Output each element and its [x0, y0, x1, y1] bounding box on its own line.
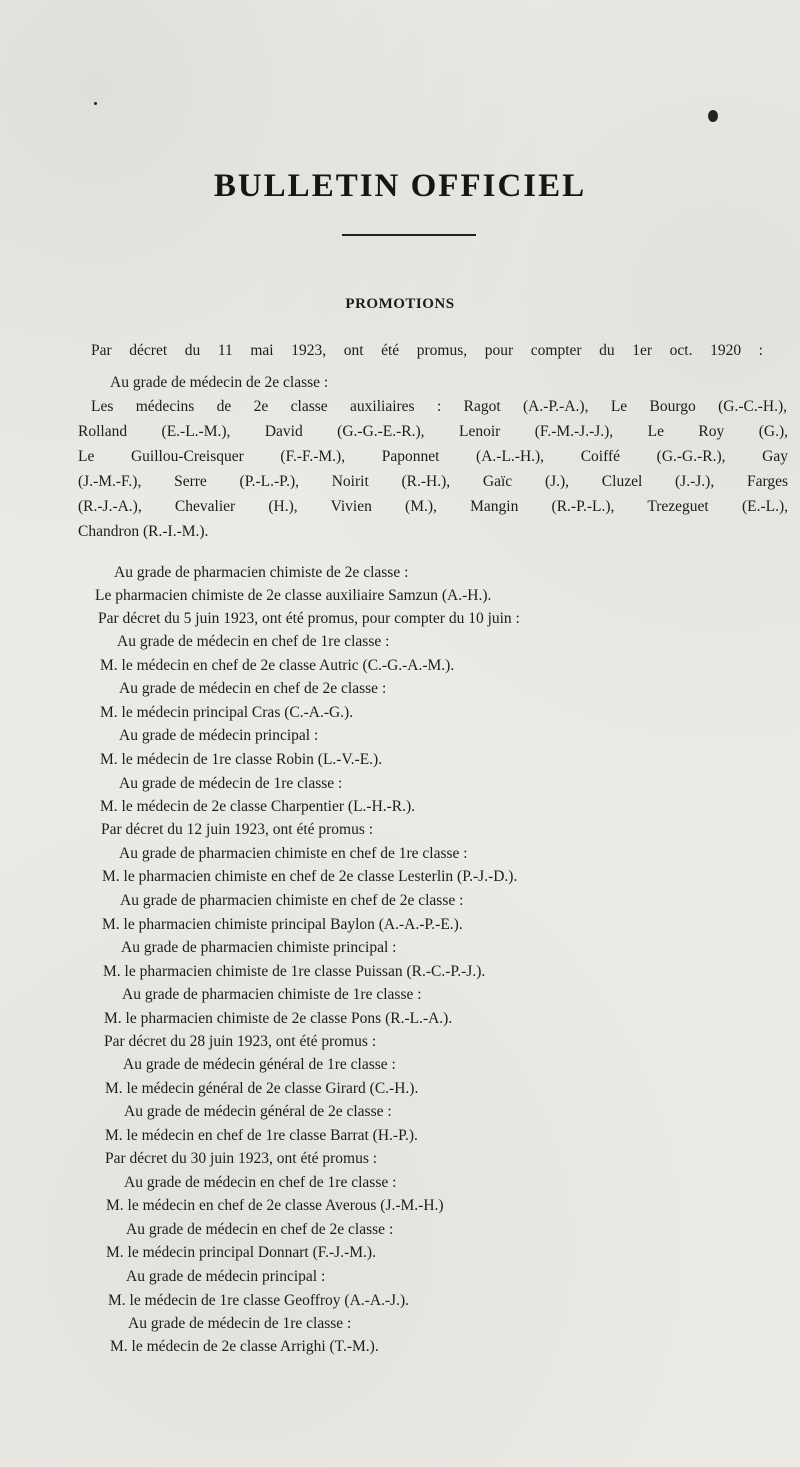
paragraph-line: (J.-M.-F.), Serre (P.-L.-P.), Noirit (R.-H.), Gaïc (J.), Cluzel (J.-J.), Farges — [78, 473, 788, 490]
section-heading: PROMOTIONS — [345, 296, 455, 312]
paragraph-line: Rolland (E.-L.-M.), David (G.-G.-E.-R.), Lenoir (F.-M.-J.-J.), Le Roy (G.), — [78, 423, 788, 440]
grade-line: Au grade de médecin principal : — [126, 1268, 326, 1285]
grade-line: Au grade de médecin en chef de 2e classe : — [126, 1221, 394, 1238]
paragraph-line: (R.-J.-A.), Chevalier (H.), Vivien (M.), Mangin (R.-P.-L.), Trezeguet (E.-L.), — [78, 498, 788, 515]
promotion-line: M. le pharmacien chimiste de 2e classe Pons (R.-L.-A.). — [104, 1010, 453, 1027]
decree-line: Par décret du 30 juin 1923, ont été promus : — [105, 1150, 378, 1167]
promotion-line: M. le pharmacien chimiste principal Baylon (A.-A.-P.-E.). — [102, 916, 463, 933]
title-rule — [342, 234, 476, 236]
grade-line: Au grade de médecin de 1re classe : — [119, 775, 343, 792]
promotion-line: M. le médecin général de 2e classe Girard (C.-H.). — [105, 1080, 419, 1097]
promotion-line: M. le médecin de 2e classe Charpentier (L.-H.-R.). — [100, 798, 416, 815]
decree-line: Par décret du 12 juin 1923, ont été promus : — [101, 821, 374, 838]
promotion-line: M. le pharmacien chimiste de 1re classe Puissan (R.-C.-P.-J.). — [103, 963, 486, 980]
grade-line: Au grade de médecin de 2e classe : — [110, 374, 329, 391]
promotion-line: M. le médecin principal Donnart (F.-J.-M.). — [106, 1244, 376, 1261]
promotion-line: M. le médecin de 1re classe Geoffroy (A.-A.-J.). — [108, 1292, 409, 1309]
paragraph-line: Chandron (R.-I.-M.). — [78, 523, 209, 540]
grade-line: Au grade de médecin général de 1re classe : — [123, 1056, 396, 1073]
decree-line: Par décret du 11 mai 1923, ont été promus, pour compter du 1er oct. 1920 : — [91, 342, 763, 359]
promotion-line: M. le médecin en chef de 2e classe Autric (C.-G.-A.-M.). — [100, 657, 455, 674]
ink-speck — [94, 102, 97, 105]
decree-line: Par décret du 5 juin 1923, ont été promus, pour compter du 10 juin : — [98, 610, 520, 627]
grade-line: Au grade de pharmacien chimiste de 1re classe : — [122, 986, 422, 1003]
grade-line: Au grade de médecin en chef de 1re classe : — [124, 1174, 397, 1191]
grade-line: Au grade de pharmacien chimiste en chef de 2e classe : — [120, 892, 464, 909]
promotion-line: Le pharmacien chimiste de 2e classe auxiliaire Samzun (A.-H.). — [95, 587, 492, 604]
promotion-line: M. le médecin de 1re classe Robin (L.-V.-E.). — [100, 751, 383, 768]
grade-line: Au grade de pharmacien chimiste de 2e classe : — [114, 564, 409, 581]
grade-line: Au grade de médecin de 1re classe : — [128, 1315, 352, 1332]
paragraph-line: Les médecins de 2e classe auxiliaires : Ragot (A.-P.-A.), Le Bourgo (G.-C.-H.), — [91, 398, 787, 415]
promotion-line: M. le médecin en chef de 2e classe Averous (J.-M.-H.) — [106, 1197, 444, 1214]
grade-line: Au grade de pharmacien chimiste principal : — [121, 939, 397, 956]
grade-line: Au grade de médecin en chef de 1re classe : — [117, 633, 390, 650]
promotion-line: M. le pharmacien chimiste en chef de 2e classe Lesterlin (P.-J.-D.). — [102, 868, 518, 885]
decree-line: Par décret du 28 juin 1923, ont été promus : — [104, 1033, 377, 1050]
promotion-line: M. le médecin principal Cras (C.-A.-G.). — [100, 704, 354, 721]
ink-speck — [708, 110, 718, 122]
page-title: BULLETIN OFFICIEL — [213, 168, 587, 204]
promotion-line: M. le médecin en chef de 1re classe Barrat (H.-P.). — [105, 1127, 418, 1144]
grade-line: Au grade de médecin principal : — [119, 727, 319, 744]
promotion-line: M. le médecin de 2e classe Arrighi (T.-M.). — [110, 1338, 379, 1355]
paragraph-line: Le Guillou-Creisquer (F.-F.-M.), Paponnet (A.-L.-H.), Coiffé (G.-G.-R.), Gay — [78, 448, 788, 465]
grade-line: Au grade de médecin général de 2e classe : — [124, 1103, 392, 1120]
grade-line: Au grade de pharmacien chimiste en chef de 1re classe : — [119, 845, 468, 862]
grade-line: Au grade de médecin en chef de 2e classe : — [119, 680, 387, 697]
